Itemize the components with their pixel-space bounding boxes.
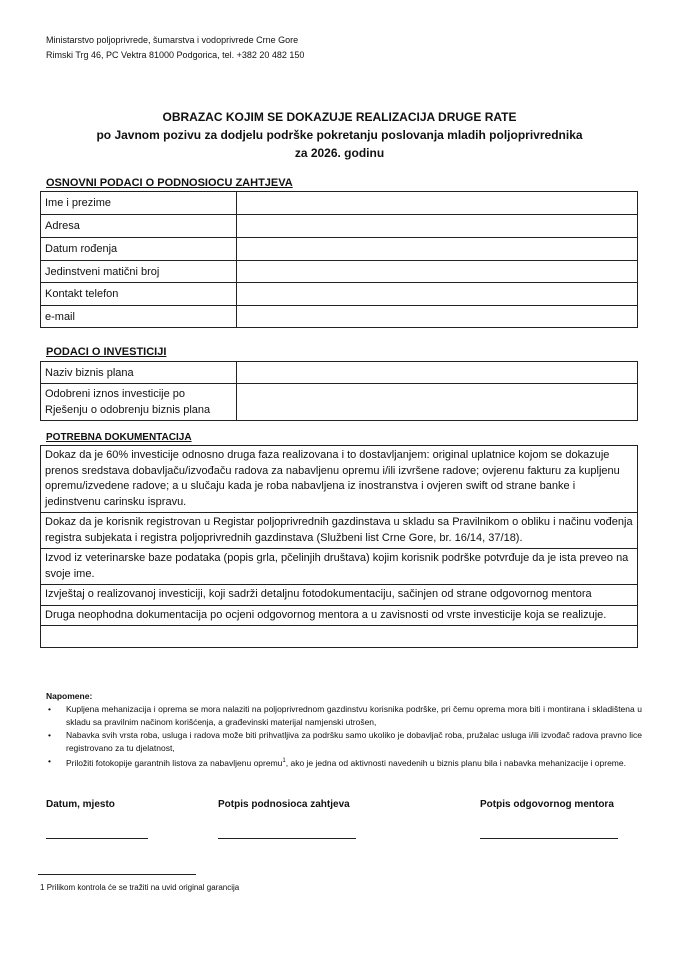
table-row <box>41 362 638 384</box>
applicant-table <box>40 191 638 328</box>
footnote-text: Prilikom kontrola će se tražiti na uvid original garancija <box>46 883 240 892</box>
date-place-label: Datum, mjesto <box>46 799 115 810</box>
table-row <box>41 384 638 421</box>
notes-heading: Napomene: <box>46 691 93 701</box>
investment-table <box>40 361 638 421</box>
field-label: Jedinstveni matični broj <box>41 261 237 283</box>
table-row <box>41 513 638 549</box>
table-row <box>41 549 638 585</box>
table-row <box>41 238 638 261</box>
table-row <box>41 261 638 283</box>
note-text: , ako je jedna od aktivnosti navedenih u biznis planu bila i nabavka mehanizacije i opreme. <box>285 757 626 768</box>
applicant-signature-label: Potpis podnosioca zahtjeva <box>218 799 350 810</box>
title-line-2: po Javnom pozivu za dodjelu podrške pokretanju poslovanja mladih poljoprivrednika <box>96 128 583 142</box>
note-text: Kupljena mehanizacija i oprema se mora nalaziti na poljoprivrednom gazdinstvu korisnika podrške, pri čemu oprema mora biti i montirana i skladištena u skladu sa pravilnim načinom korišćenja, a građevinski materijal namjenski utrošen, <box>66 704 642 727</box>
document-title <box>0 108 679 162</box>
footnote-ref: 1 <box>282 758 286 764</box>
field-label <box>41 384 237 421</box>
address-field[interactable] <box>237 215 638 238</box>
notes-list <box>46 703 642 770</box>
doc-item: Dokaz da je 60% investicije odnosno druga faza realizovana i to dostavljanjem: original uplatnice kojom se dokazuje prenos sredstava dobavljaču/izvođaču radova za nabavljenu opremu i/ili izvršene radove; ovjerenu fakturu za kupljenu opremu/izvedene radove; a u slučaju kada je roba nabavljena iz inostranstva i ovjeren swift od strane banke i jedinstvenu carinsku ispravu. <box>41 446 638 513</box>
footnote <box>40 883 239 892</box>
notes <box>46 690 642 770</box>
doc-item: Druga neophodna dokumentacija po ocjeni odgovornog mentora a u zavisnosti od vrste investicije koja se realizuje. <box>41 605 638 626</box>
id-number-field[interactable] <box>237 261 638 283</box>
mentor-signature-line[interactable] <box>480 838 618 839</box>
list-item <box>46 755 642 770</box>
doc-item: Dokaz da je korisnik registrovan u Registar poljoprivrednih gazdinstava u skladu sa Pravilnikom o obliku i načinu vođenja registra subjekata i registra poljoprivrednih gazdinstava (Službeni list Crne Gore, br. 16/14, 37/18). <box>41 513 638 549</box>
title-line-1: OBRAZAC KOJIM SE DOKAZUJE REALIZACIJA DRUGE RATE <box>162 110 517 124</box>
doc-item-empty[interactable] <box>41 626 638 648</box>
list-item <box>46 703 642 729</box>
table-row <box>41 215 638 238</box>
field-label: Naziv biznis plana <box>41 362 237 384</box>
field-label: Kontakt telefon <box>41 283 237 306</box>
ministry-address: Rimski Trg 46, PC Vektra 81000 Podgorica, tel. +382 20 482 150 <box>46 50 305 60</box>
approved-amount-field[interactable] <box>237 384 638 421</box>
date-place-line[interactable] <box>46 838 148 839</box>
name-field[interactable] <box>237 192 638 215</box>
email-field[interactable] <box>237 306 638 328</box>
phone-field[interactable] <box>237 283 638 306</box>
ministry-name: Ministarstvo poljoprivrede, šumarstva i vodoprivrede Crne Gore <box>46 35 299 45</box>
note-text: Nabavka svih vrsta roba, usluga i radova može biti prihvatljiva za podršku samo ukoliko je dobavljač roba, pružalac usluga i/ili izvođač radova pravno lice registrovano za tu djelatnost, <box>66 730 642 753</box>
field-label-line: Rješenju o odobrenju biznis plana <box>45 404 211 416</box>
field-label: Datum rođenja <box>41 238 237 261</box>
footnote-number: 1 <box>40 883 45 892</box>
note-text: Priložiti fotokopije garantnih listova za nabavljenu opremu <box>66 757 283 768</box>
list-item <box>46 729 642 755</box>
bullet-icon: • <box>48 704 51 714</box>
field-label: Adresa <box>41 215 237 238</box>
applicant-section-heading: OSNOVNI PODACI O PODNOSIOCU ZAHTJEVA <box>46 177 293 189</box>
table-row <box>41 446 638 513</box>
table-row <box>41 626 638 648</box>
title-line-3: za 2026. godinu <box>294 146 385 160</box>
field-label: Ime i prezime <box>41 192 237 215</box>
business-plan-name-field[interactable] <box>237 362 638 384</box>
investment-section-heading: PODACI O INVESTICIJI <box>46 346 167 358</box>
table-row <box>41 283 638 306</box>
field-label-line: Odobreni iznos investicije po <box>45 388 186 400</box>
field-label: e-mail <box>41 306 237 328</box>
bullet-icon: • <box>48 756 51 766</box>
footnote-divider <box>38 874 196 875</box>
table-row <box>41 585 638 606</box>
ministry-header <box>46 33 304 63</box>
applicant-signature-line[interactable] <box>218 838 356 839</box>
doc-item: Izvještaj o realizovanoj investiciji, koji sadrži detaljnu fotodokumentaciju, sačinjen od strane odgovornog mentora <box>41 585 638 606</box>
docs-table <box>40 445 638 648</box>
table-row <box>41 605 638 626</box>
bullet-icon: • <box>48 730 51 740</box>
table-row <box>41 192 638 215</box>
doc-item: Izvod iz veterinarske baze podataka (popis grla, pčelinjih društava) kojim korisnik podrške potvrđuje da je ista preveo na svoje ime. <box>41 549 638 585</box>
birth-date-field[interactable] <box>237 238 638 261</box>
mentor-signature-label: Potpis odgovornog mentora <box>480 799 614 810</box>
table-row <box>41 306 638 328</box>
docs-section-heading: POTREBNA DOKUMENTACIJA <box>46 432 192 443</box>
